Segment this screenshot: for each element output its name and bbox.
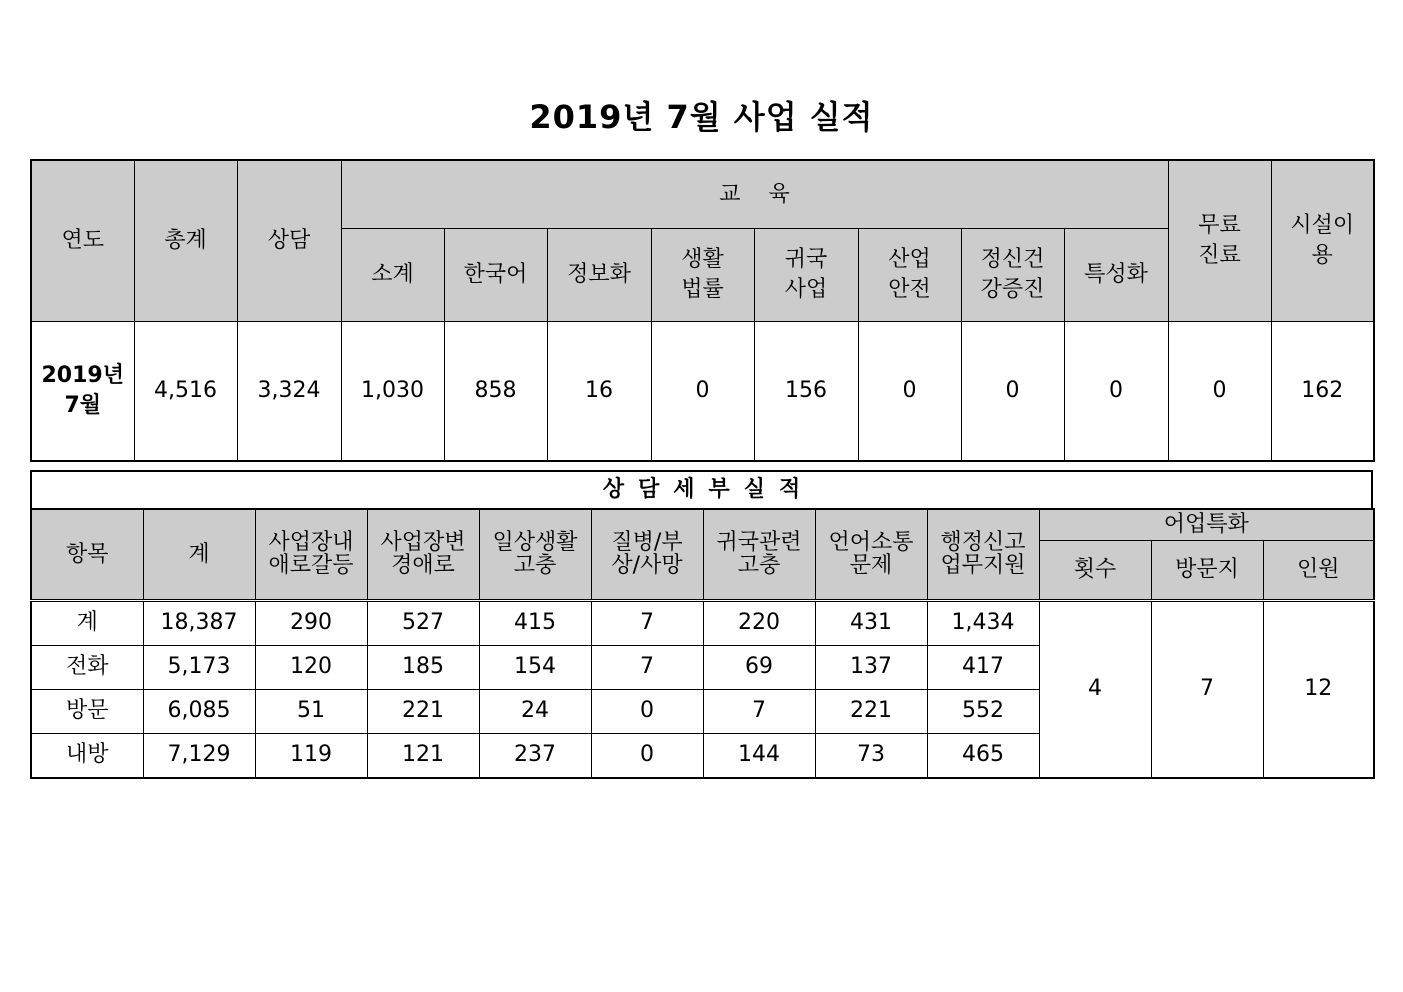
header-return-related: 귀국관련 고충 [703, 509, 815, 600]
row-value: 0 [591, 733, 703, 778]
row-value: 417 [927, 645, 1039, 689]
row-value: 465 [927, 733, 1039, 778]
header-language: 언어소통 문제 [815, 509, 927, 600]
row-value: 415 [479, 600, 591, 645]
header-special: 특성화 [1064, 229, 1168, 322]
row-value: 121 [367, 733, 479, 778]
cell-subtotal: 1,030 [341, 322, 444, 462]
row-value: 51 [255, 689, 367, 733]
row-label: 계 [31, 600, 143, 645]
summary-row [31, 322, 1374, 462]
row-label: 방문 [31, 689, 143, 733]
cell-it: 16 [547, 322, 651, 462]
header-workplace-change: 사업장변 경애로 [367, 509, 479, 600]
cell-facility: 162 [1271, 322, 1374, 462]
row-value: 221 [367, 689, 479, 733]
header-facility: 시설이 용 [1271, 160, 1374, 322]
header-education: 교육 [341, 160, 1168, 229]
cell-life-law: 0 [651, 322, 754, 462]
header-year: 연도 [31, 160, 134, 322]
header-total: 총계 [134, 160, 237, 322]
row-value: 220 [703, 600, 815, 645]
row-value: 290 [255, 600, 367, 645]
detail-table [30, 508, 1375, 779]
header-subtotal: 소계 [341, 229, 444, 322]
row-value: 552 [927, 689, 1039, 733]
header-it: 정보화 [547, 229, 651, 322]
cell-free-clinic: 0 [1168, 322, 1271, 462]
summary-table [30, 159, 1375, 462]
header-visit-place: 방문지 [1151, 540, 1263, 600]
header-mental: 정신건 강증진 [961, 229, 1064, 322]
row-value: 7 [703, 689, 815, 733]
header-korean: 한국어 [444, 229, 547, 322]
row-value: 5,173 [143, 645, 255, 689]
row-value: 18,387 [143, 600, 255, 645]
header-fishery: 어업특화 [1039, 509, 1374, 540]
fishery-people-value: 12 [1263, 600, 1374, 778]
cell-safety: 0 [858, 322, 961, 462]
header-free-clinic: 무료 진료 [1168, 160, 1271, 322]
detail-title-bar [30, 470, 1373, 510]
row-value: 527 [367, 600, 479, 645]
row-value: 0 [591, 689, 703, 733]
header-safety: 산업 안전 [858, 229, 961, 322]
row-value: 119 [255, 733, 367, 778]
row-value: 137 [815, 645, 927, 689]
header-item: 항목 [31, 509, 143, 600]
page-title: 2019년 7월 사업 실적 [529, 98, 874, 136]
row-label: 내방 [31, 733, 143, 778]
header-life-law: 생활 법률 [651, 229, 754, 322]
row-value: 7 [591, 600, 703, 645]
row-value: 154 [479, 645, 591, 689]
header-people: 인원 [1263, 540, 1374, 600]
row-value: 431 [815, 600, 927, 645]
header-illness: 질병/부 상/사망 [591, 509, 703, 600]
row-value: 7 [591, 645, 703, 689]
header-sum: 계 [143, 509, 255, 600]
cell-special: 0 [1064, 322, 1168, 462]
row-value: 1,434 [927, 600, 1039, 645]
row-value: 237 [479, 733, 591, 778]
cell-counsel: 3,324 [237, 322, 341, 462]
cell-korean: 858 [444, 322, 547, 462]
cell-return: 156 [754, 322, 858, 462]
header-count: 횟수 [1039, 540, 1151, 600]
fishery-count-value: 4 [1039, 600, 1151, 778]
row-value: 120 [255, 645, 367, 689]
row-value: 144 [703, 733, 815, 778]
header-return: 귀국 사업 [754, 229, 858, 322]
header-daily-life: 일상생활 고충 [479, 509, 591, 600]
cell-mental: 0 [961, 322, 1064, 462]
row-value: 7,129 [143, 733, 255, 778]
table-row [31, 600, 1374, 645]
header-counsel: 상담 [237, 160, 341, 322]
row-value: 24 [479, 689, 591, 733]
cell-year: 2019년 7월 [31, 322, 134, 462]
detail-title: 상담세부실적 [602, 477, 815, 503]
cell-total: 4,516 [134, 322, 237, 462]
row-value: 73 [815, 733, 927, 778]
header-workplace-conflict: 사업장내 애로갈등 [255, 509, 367, 600]
header-admin: 행정신고 업무지원 [927, 509, 1039, 600]
row-value: 221 [815, 689, 927, 733]
row-label: 전화 [31, 645, 143, 689]
row-value: 6,085 [143, 689, 255, 733]
row-value: 69 [703, 645, 815, 689]
fishery-visit-place-value: 7 [1151, 600, 1263, 778]
row-value: 185 [367, 645, 479, 689]
